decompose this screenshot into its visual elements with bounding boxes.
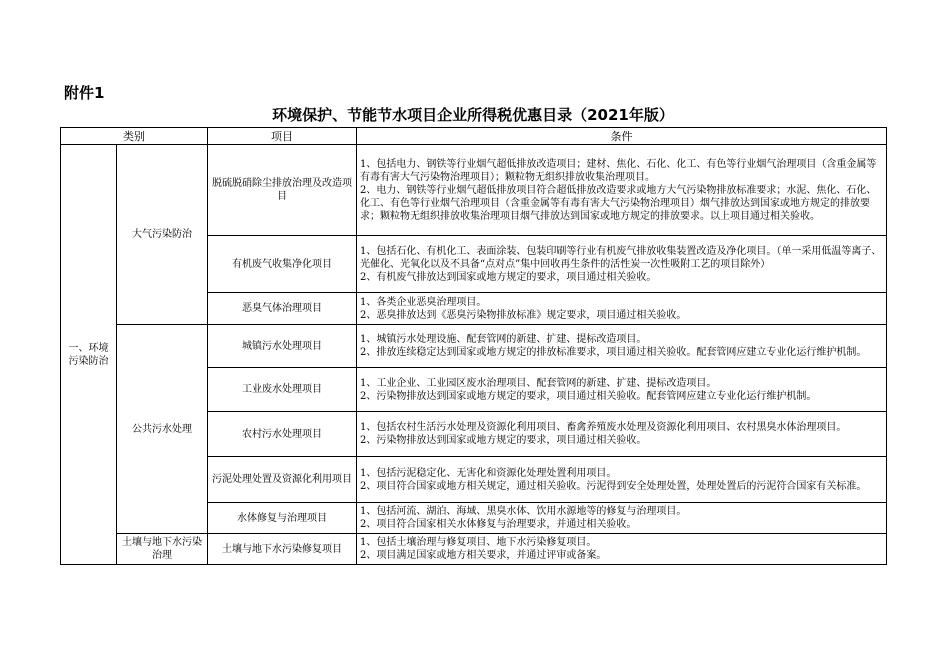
subcategory-cell: 土壤与地下水污染治理: [117, 534, 208, 565]
condition-cell: 1、工业企业、工业园区废水治理项目、配套管网的新建、扩建、提标改造项目。 2、污染物排放达到国家或地方规定的要求，项目通过相关验收。配套管网应建立专业化运行维护机制。: [357, 368, 887, 412]
item-cell: 农村污水处理项目: [208, 412, 357, 457]
header-condition: 条件: [357, 128, 887, 145]
item-cell: 脱硫脱硝除尘排放治理及改造项目: [208, 145, 357, 236]
table-row: [61, 145, 887, 236]
condition-cell: 1、包括电力、钢铁等行业烟气超低排放改造项目；建材、焦化、石化、化工、有色等行业烟气治理项目（含重金属等有毒有害大气污染物治理项目）；颗粒物无组织排放收集治理项目。 2、电力、钢铁等行业烟气超低排放项目符合超低排放改造要求或地方大气污染物排放标准要求；水泥、焦化、石化、化工、有色等行业烟气治理项目（含重金属等有毒有害大气污染物治理项目）烟气排放达到国家或地方规定的排放要求；颗粒物无组织排放收集治理项目烟气排放达到国家或地方规定的排放要求。以上项目通过相关验收。: [357, 145, 887, 236]
condition-cell: 1、城镇污水处理设施、配套管网的新建、扩建、提标改造项目。 2、排放连续稳定达到国家或地方规定的排放标准要求，项目通过相关验收。配套管网应建立专业化运行维护机制。: [357, 325, 887, 368]
item-cell: 水体修复与治理项目: [208, 503, 357, 534]
item-cell: 污泥处理处置及资源化利用项目: [208, 457, 357, 503]
item-cell: 土壤与地下水污染修复项目: [208, 534, 357, 565]
page-title: 环境保护、节能节水项目企业所得税优惠目录（2021年版）: [272, 106, 674, 124]
catalog-table: [60, 127, 887, 565]
attachment-label: 附件1: [64, 84, 105, 102]
subcategory-cell: 大气污染防治: [117, 145, 208, 325]
table-row: [61, 325, 887, 368]
condition-cell: 1、各类企业恶臭治理项目。 2、恶臭排放达到《恶臭污染物排放标准》规定要求，项目通过相关验收。: [357, 293, 887, 325]
item-cell: 有机废气收集净化项目: [208, 236, 357, 293]
table-header-row: [61, 128, 887, 145]
condition-cell: 1、包括河流、湖泊、海域、黑臭水体、饮用水源地等的修复与治理项目。 2、项目符合国家相关水体修复与治理要求，并通过相关验收。: [357, 503, 887, 534]
category-cell: 一、环境污染防治: [61, 145, 117, 565]
header-category: 类别: [61, 128, 208, 145]
header-item: 项目: [208, 128, 357, 145]
item-cell: 工业废水处理项目: [208, 368, 357, 412]
condition-cell: 1、包括土壤治理与修复项目、地下水污染修复项目。 2、项目满足国家或地方相关要求，并通过评审或备案。: [357, 534, 887, 565]
condition-cell: 1、包括石化、有机化工、表面涂装、包装印刷等行业有机废气排放收集装置改造及净化项目。（单一采用低温等离子、光催化、光氧化以及不具备“点对点”集中回收再生条件的活性炭一次性吸附工艺的项目除外） 2、有机废气排放达到国家或地方规定的要求，项目通过相关验收。: [357, 236, 887, 293]
condition-cell: 1、包括农村生活污水处理及资源化利用项目、畜禽养殖废水处理及资源化利用项目、农村黑臭水体治理项目。 2、污染物排放达到国家或地方规定的要求，项目通过相关验收。: [357, 412, 887, 457]
table-row: [61, 534, 887, 565]
subcategory-cell: 公共污水处理: [117, 325, 208, 534]
item-cell: 城镇污水处理项目: [208, 325, 357, 368]
item-cell: 恶臭气体治理项目: [208, 293, 357, 325]
condition-cell: 1、包括污泥稳定化、无害化和资源化处理处置利用项目。 2、项目符合国家或地方相关规定，通过相关验收。污泥得到安全处理处置，处理处置后的污泥符合国家有关标准。: [357, 457, 887, 503]
